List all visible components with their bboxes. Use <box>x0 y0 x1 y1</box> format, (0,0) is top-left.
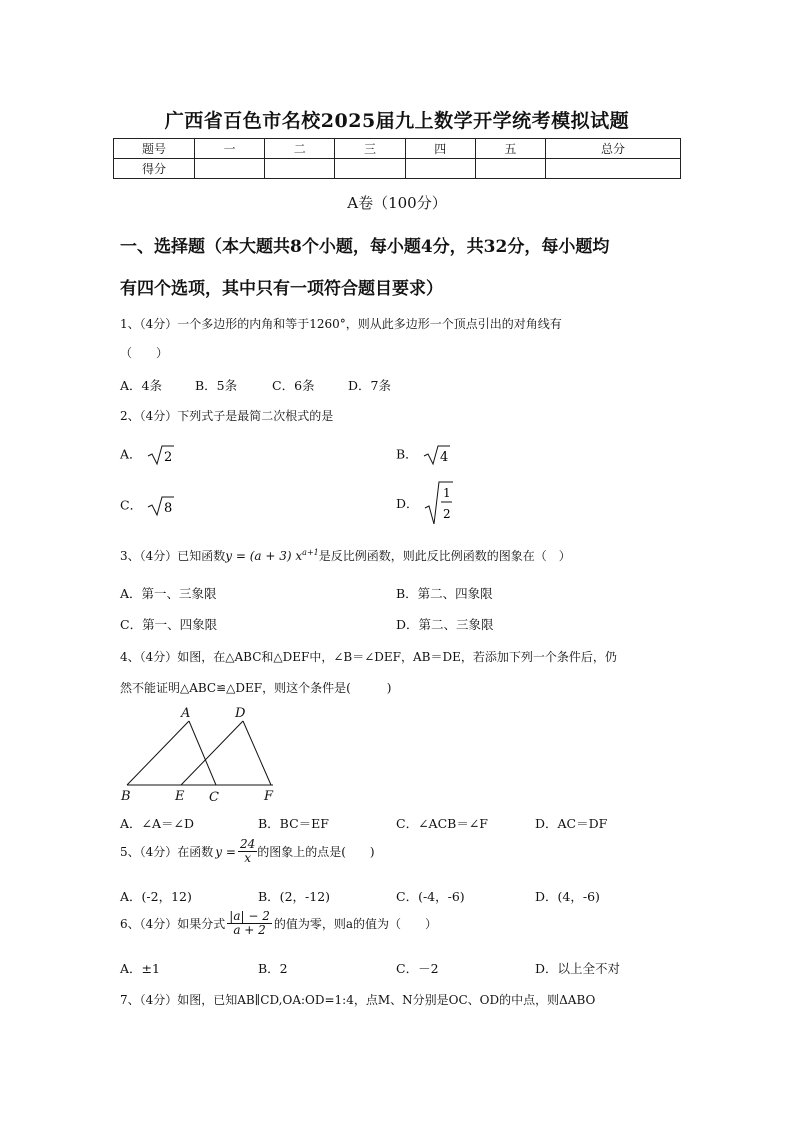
score-header-cell: 二 <box>265 139 335 159</box>
q2-d-frac-num: 1 <box>442 486 451 500</box>
q2-option-c <box>120 495 174 517</box>
q1-option-a: A．4条 <box>120 378 162 393</box>
score-table <box>113 138 681 179</box>
volume-heading: A卷（100分） <box>347 194 447 212</box>
q3-option-a: A．第一、三象限 <box>120 586 217 601</box>
q1-paren: （ ） <box>120 346 169 360</box>
label-b: B <box>121 789 131 804</box>
section-heading-line2: 有四个选项，其中只有一项符合题目要求） <box>120 279 443 299</box>
sqrt-icon <box>146 444 174 466</box>
q3-option-c: C．第一、四象限 <box>120 617 218 632</box>
sqrt-icon <box>422 444 450 466</box>
q5-text <box>120 838 375 865</box>
q3-text <box>120 547 571 564</box>
q3-formula: y = (a + 3) x <box>225 549 303 563</box>
q3-exponent: a+1 <box>302 548 319 557</box>
section-heading-line1: 一、选择题（本大题共8个小题，每小题4分，共32分，每小题均 <box>120 237 610 257</box>
q4-option-b: B．BC＝EF <box>258 816 329 831</box>
q2-option-a-label: A． <box>120 446 142 462</box>
q6-fraction-num: |a| − 2 <box>229 909 270 923</box>
q6-text <box>120 910 437 937</box>
q6-option-b: B．2 <box>258 961 288 976</box>
q4-option-c: C．∠ACB＝∠F <box>396 816 488 831</box>
q5-option-d: D．(4，-6) <box>535 889 600 904</box>
score-table-header-row <box>114 139 681 159</box>
q6-option-c: C．－2 <box>396 961 439 976</box>
exam-title: 广西省百色市名校2025届九上数学开学统考模拟试题 <box>164 110 630 132</box>
q5-option-c: C．(-4，-6) <box>396 889 465 904</box>
q2-option-b-label: B． <box>396 446 418 462</box>
score-cell <box>546 159 681 179</box>
q6-fraction <box>227 910 272 937</box>
label-c: C <box>209 790 219 805</box>
label-f: F <box>264 789 274 804</box>
q2-option-d-label: D． <box>396 496 419 511</box>
q4-option-d: D．AC＝DF <box>535 816 608 831</box>
score-header-cell: 总分 <box>546 139 681 159</box>
score-header-cell: 四 <box>405 139 475 159</box>
score-cell <box>405 159 475 179</box>
q5-fraction <box>238 838 257 865</box>
q6-option-d: D．以上全不对 <box>535 961 621 976</box>
q5-suffix: 的图象上的点是( ) <box>257 845 375 860</box>
q5-option-b: B．(2，-12) <box>258 889 331 904</box>
label-a: A <box>181 706 191 721</box>
score-header-cell: 五 <box>475 139 545 159</box>
q3-suffix: 是反比例函数，则此反比例函数的图象在（ ） <box>318 549 571 563</box>
label-d: D <box>235 706 246 721</box>
q1-option-b: B．5条 <box>195 378 238 393</box>
q5-option-a: A．(-2，12) <box>120 889 192 904</box>
score-header-cell: 题号 <box>114 139 195 159</box>
q1-option-c: C．6条 <box>272 378 315 393</box>
q2-b-radicand: 4 <box>439 450 448 465</box>
q2-d-frac-den: 2 <box>442 507 451 521</box>
q3-option-d: D．第二、三象限 <box>396 617 494 632</box>
segment-df <box>243 721 271 785</box>
q1-text: 1、（4分）一个多边形的内角和等于1260°，则从此多边形一个顶点引出的对角线有 <box>120 317 562 331</box>
score-cell <box>265 159 335 179</box>
score-table-score-row <box>114 159 681 179</box>
q5-fraction-den: x <box>244 851 251 866</box>
score-cell <box>475 159 545 179</box>
q6-fraction-den: a + 2 <box>233 923 266 938</box>
q5-prefix: 5、（4分）在函数 <box>120 845 214 860</box>
score-row-label: 得分 <box>114 159 195 179</box>
q7-text: 7、（4分）如图，已知AB∥CD,OA:OD=1:4，点M、N分别是OC、OD的中点，则ΔABO <box>120 993 596 1007</box>
q1-option-d: D．7条 <box>348 378 391 393</box>
q2-option-a <box>120 444 174 466</box>
q2-c-radicand: 8 <box>164 501 173 516</box>
q6-suffix: 的值为零，则a的值为（ ） <box>273 917 437 932</box>
segment-ab <box>127 721 189 785</box>
sqrt-icon <box>423 480 453 526</box>
score-header-cell: 一 <box>195 139 265 159</box>
q2-option-b <box>396 444 450 466</box>
score-header-cell: 三 <box>335 139 405 159</box>
score-cell <box>195 159 265 179</box>
q5-y: y = <box>215 844 236 859</box>
q6-prefix: 6、（4分）如果分式 <box>120 917 226 932</box>
q4-option-a: A．∠A＝∠D <box>120 816 195 831</box>
triangle-figure <box>115 703 285 805</box>
q3-option-b: B．第二、四象限 <box>396 586 493 601</box>
q4-line1: 4、（4分）如图，在△ABC和△DEF中，∠B＝∠DEF，AB＝DE，若添加下列一个条件后，仍 <box>120 650 617 664</box>
q2-a-radicand: 2 <box>163 450 172 465</box>
score-cell <box>335 159 405 179</box>
sqrt-icon <box>146 495 174 517</box>
label-e: E <box>175 789 185 804</box>
q4-line2: 然不能证明△ABC≌△DEF，则这个条件是( ) <box>120 681 392 695</box>
q2-text: 2、（4分）下列式子是最简二次根式的是 <box>120 409 334 423</box>
q3-prefix: 3、（4分）已知函数 <box>120 549 226 563</box>
q5-fraction-num: 24 <box>239 837 256 851</box>
q6-option-a: A．±1 <box>120 961 160 976</box>
q2-option-c-label: C． <box>120 497 143 513</box>
q2-option-d <box>396 480 453 526</box>
